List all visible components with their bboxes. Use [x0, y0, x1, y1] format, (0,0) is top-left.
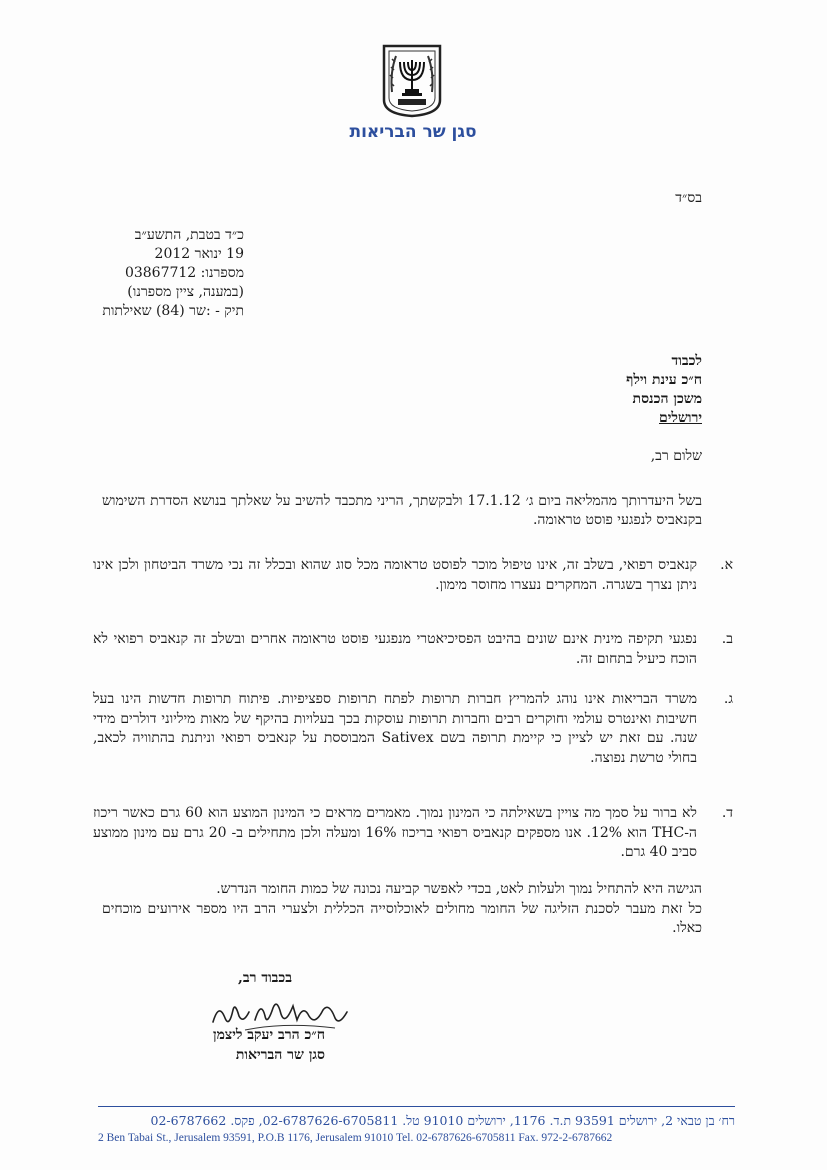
- footer-address-hebrew: רח׳ בן טבאי 2, ירושלים 93591 ת.ד. 1176, ירושלים 91010 טל. 02-6787626-6705811, פקס. 02-6787662: [150, 1113, 735, 1128]
- closing-line: כל זאת מעבר לסכנת הזליגה של החומר מחולים לאוכלוסייה הכללית ולצערי הרב היו מספר אירועים מוכחים כאלו.: [102, 900, 702, 936]
- signer-block: [213, 1025, 325, 1065]
- signer-title: סגן שר הבריאות: [235, 1047, 325, 1063]
- item-letter: ב.: [721, 631, 733, 647]
- gregorian-date: 19 ינואר 2012: [154, 246, 244, 262]
- state-emblem-icon: [380, 42, 444, 118]
- reply-note: (במענה, ציין מספרנו): [127, 284, 244, 300]
- signer-name: ח״כ הרב יעקב ליצמן: [213, 1027, 325, 1043]
- item-c: [93, 690, 733, 768]
- item-text: משרד הבריאות אינו נוהג להמריץ חברות תרופות לפתח תרופות ספציפיות. פיתוח תרופות חדשות הינו בעל חשיבות ואינטרס עולמי וחוקרים רבים וחברות תרופות עוסקות בכך בעלויות בהיקף של מאות מיליוני דולרים מידי שנה. עם זאת יש לציין כי קיימת תרופה בשם Sativex המבוססת על קנאביס רפואי וניתנת בהתוויה לכאב, בחולי טרשת נפוצה.: [93, 691, 697, 766]
- item-a: [93, 556, 733, 595]
- reference-number: מספרנו: 03867712: [124, 265, 244, 281]
- letter-meta: [4, 226, 244, 321]
- item-letter: ד.: [721, 805, 733, 821]
- addressee-block: [626, 352, 702, 428]
- footer-divider: [98, 1106, 735, 1107]
- file-line: תיק - :שר (84) שאילתות: [102, 303, 244, 319]
- item-text: לא ברור על סמך מה צויין בשאילתה כי המינון נמוך. מאמרים מראים כי המינון המוצע הוא 60 גרם כאשר ריכוז ה-THC הוא 12%. אנו מספקים קנאביס רפואי בריכוז 16% ומעלה ולכן מתחילים ב- 20 גרם עם מינון ממוצע סביב 40 גרם.: [93, 805, 697, 860]
- greeting: שלום רב,: [650, 448, 702, 464]
- hebrew-date: כ״ד בטבת, התשע״ב: [134, 227, 244, 243]
- closing-paragraph: [102, 880, 702, 939]
- item-text: קנאביס רפואי, בשלב זה, אינו טיפול מוכר לפוסט טראומה מכל סוג שהוא ובכלל זה נכי משרד הביטחון ולכן אינו ניתן נצרך בשגרה. המחקרים נעצרו מחוסר מימון.: [93, 557, 697, 593]
- footer-address-english: 2 Ben Tabai St., Jerusalem 93591, P.O.B 1176, Jerusalem 91010 Tel. 02-6787626-6705811 Fax. 972-2-6787662: [98, 1132, 613, 1144]
- item-letter: א.: [720, 557, 733, 573]
- bsd-mark: בס״ד: [675, 190, 702, 206]
- sign-off: בכבוד רב,: [237, 970, 292, 986]
- intro-paragraph: בשל היעדרותך מהמליאה ביום ג׳ 17.1.12 ולבקשתך, הריני מתכבד להשיב על שאלתך בנושא הסדרת השימוש בקנאביס לנפגעי פוסט טראומה.: [102, 493, 702, 528]
- closing-line: הגישה היא להתחיל נמוך ולעלות לאט, בכדי לאפשר קביעה נכונה של כמות החומר הנדרש.: [216, 881, 702, 897]
- item-text: נפגעי תקיפה מינית אינם שונים בהיבט הפסיכיאטרי מנפגעי פוסט טראומה אחרים ובשלב זה קנאביס רפואי לא הוכח כיעיל בתחום זה.: [93, 631, 697, 667]
- item-d: [93, 804, 733, 863]
- addressee-institution: משכן הכנסת: [632, 391, 702, 407]
- item-b: [93, 630, 733, 669]
- item-letter: ג.: [723, 691, 733, 707]
- addressee-name: ח״כ עינת וילף: [626, 372, 702, 388]
- addressee-to: לכבוד: [671, 353, 702, 369]
- office-title: סגן שר הבריאות: [349, 122, 477, 142]
- addressee-city: ירושלים: [659, 410, 702, 426]
